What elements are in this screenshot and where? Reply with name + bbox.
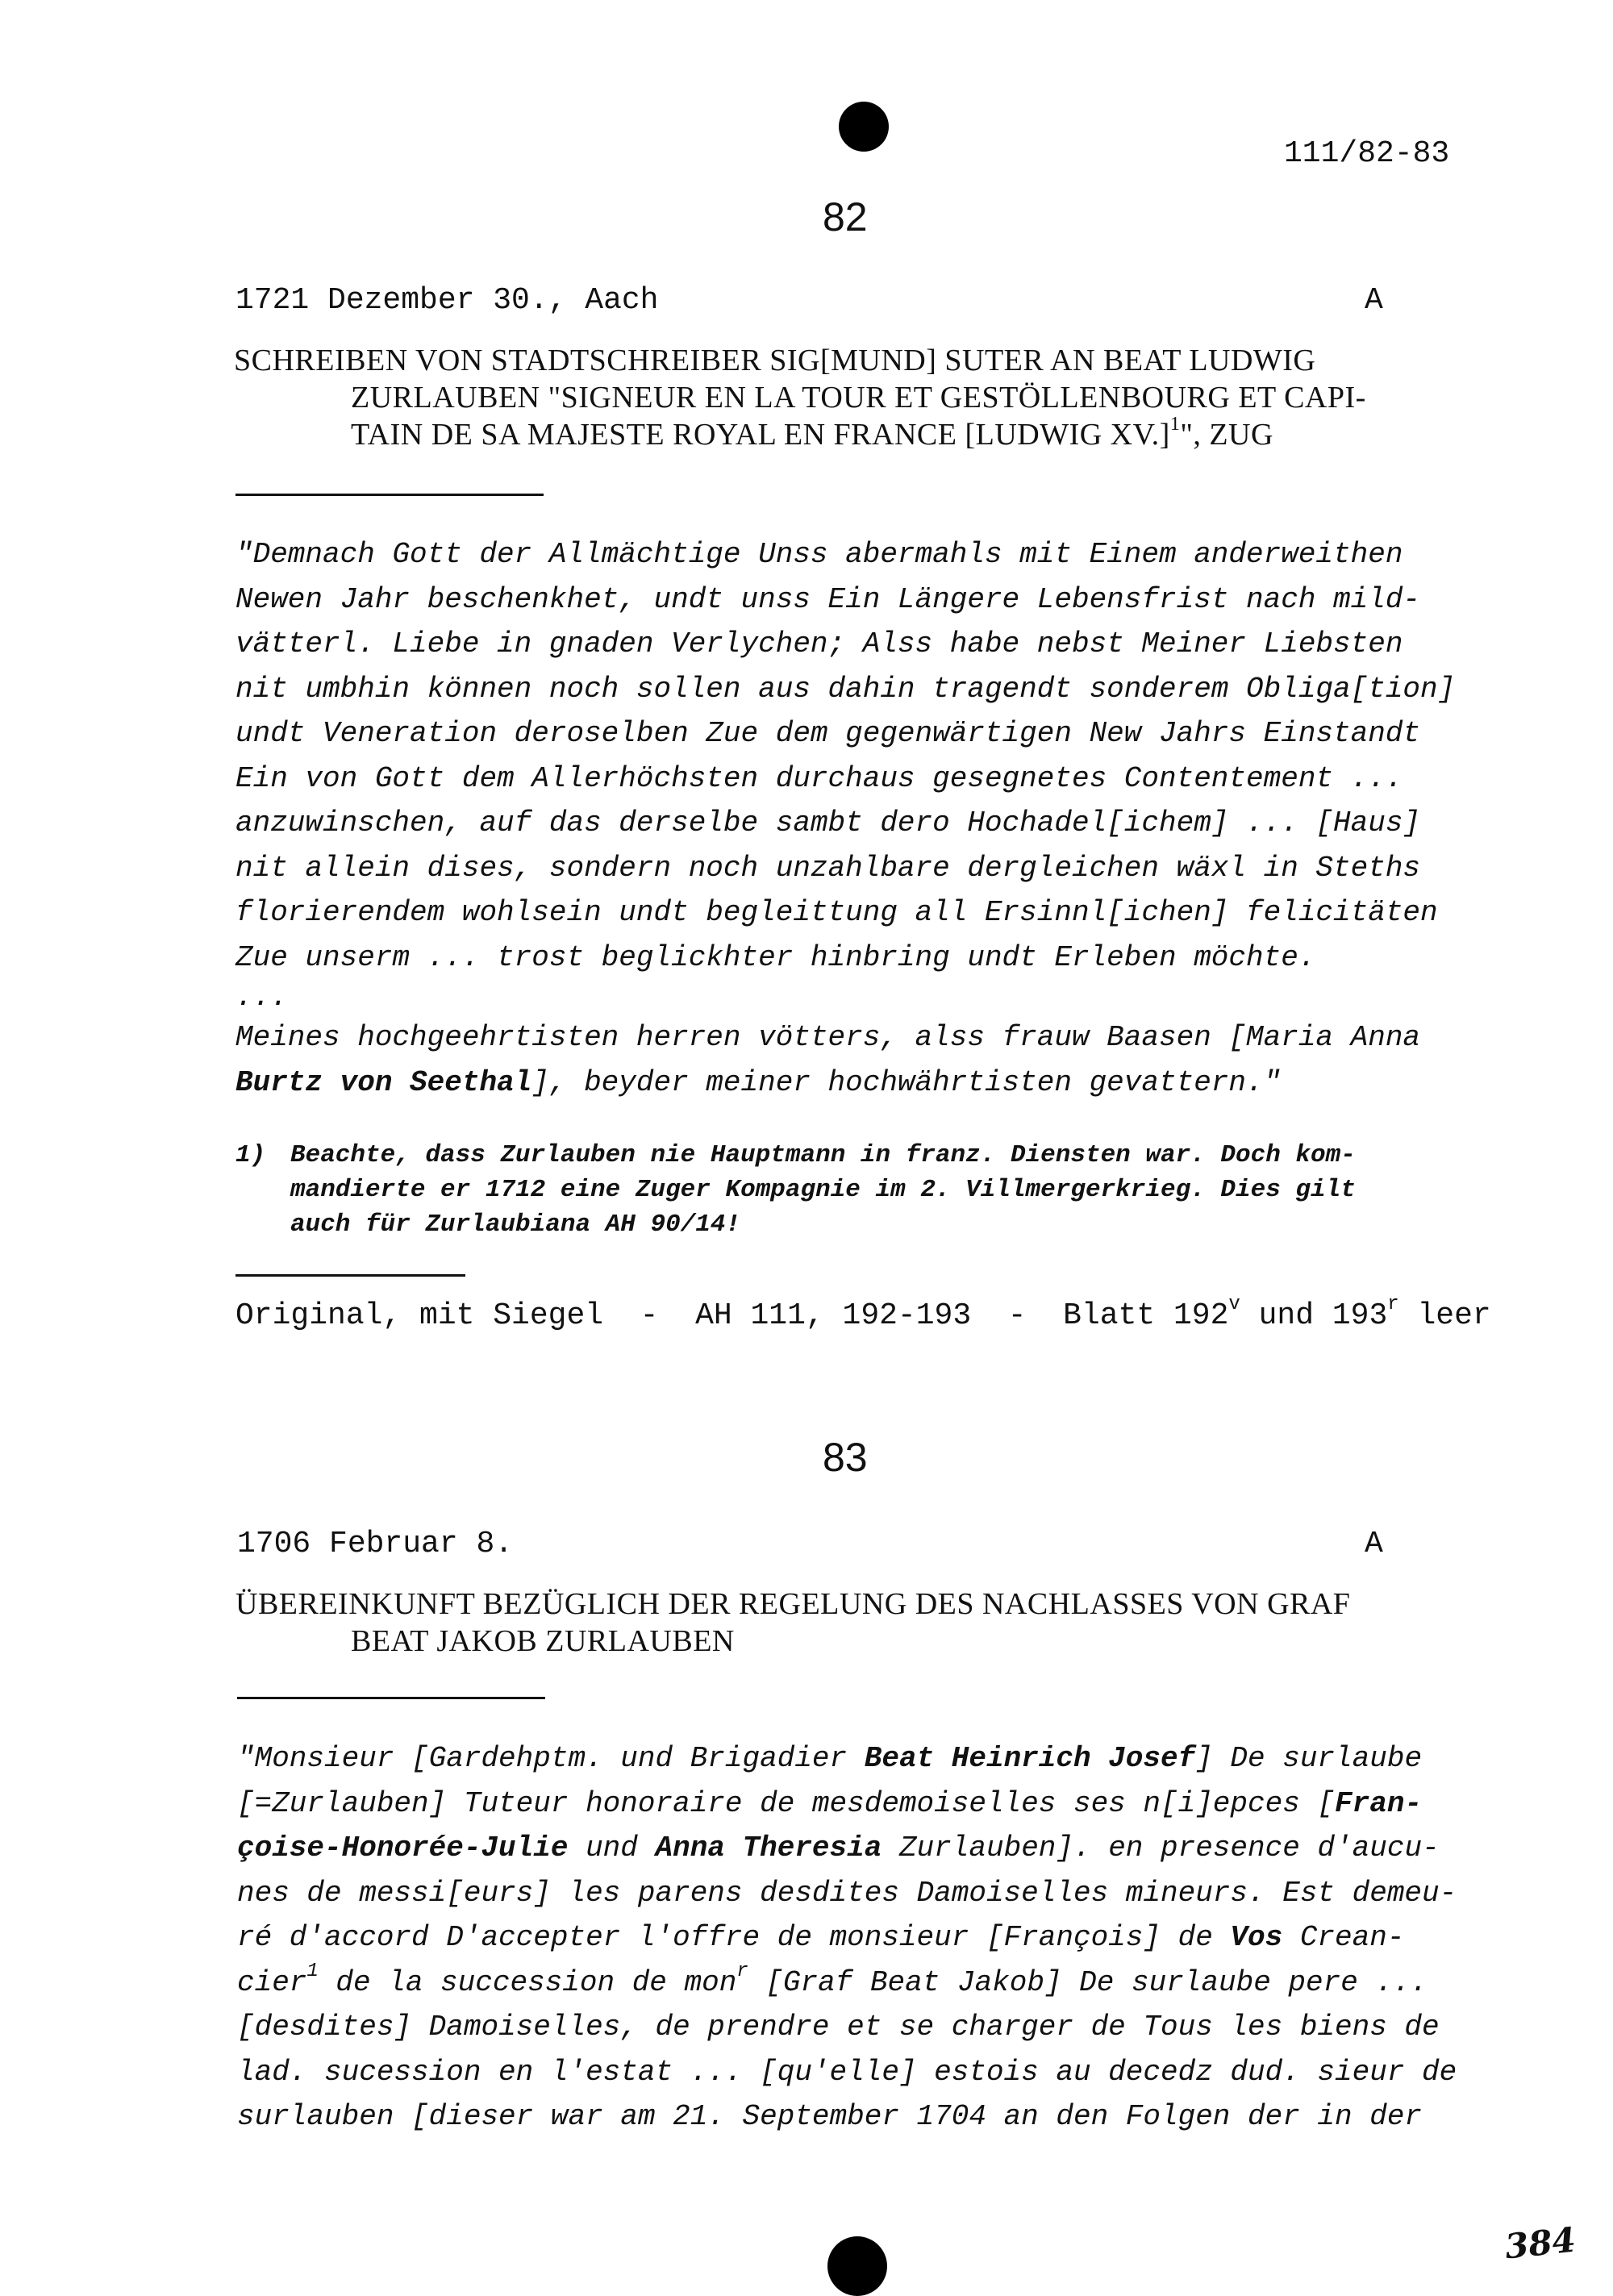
document-number-82: 82 [823,194,868,240]
doc82-title-line1: SCHREIBEN VON STADTSCHREIBER SIG[MUND] SUTER AN BEAT LUDWIG [234,344,1316,377]
quote-line: [desdites] Damoiselles, de prendre et se charger de Tous les biens de [237,2011,1440,2044]
binding-hole-top [839,102,889,152]
doc82-footnote [235,1138,1461,1242]
archive-reference: 111/82-83 [1284,136,1450,171]
quote-ellipsis: ... [235,981,288,1014]
quote-line: çoise-Honorée-Julie und Anna Theresia Zurlauben]. en presence d'aucu- [237,1831,1440,1865]
quote-line: [=Zurlauben] Tuteur honoraire de mesdemoiselles ses n[i]epces [Fran- [237,1786,1423,1820]
quote-line: ré d'accord D'accepter l'offre de monsieur [François] de Vos Crean- [237,1921,1405,1954]
binding-hole-bottom [827,2236,887,2296]
footnote-line: Beachte, dass Zurlauben nie Hauptmann in franz. Diensten war. Doch kom- [290,1141,1356,1169]
doc83-title-rule [237,1697,545,1699]
doc83-title-line1: ÜBEREINKUNFT BEZÜGLICH DER REGELUNG DES NACHLASSES VON GRAF [235,1587,1351,1621]
document-number-83: 83 [823,1435,868,1480]
doc82-title-rule [235,494,544,496]
doc83-quote [237,1736,1463,2140]
quote-line: surlauben [dieser war am 21. September 1704 an den Folgen der in der [237,2100,1423,2133]
footnote-line: mandierte er 1712 eine Zuger Kompagnie im 2. Villmergerkrieg. Dies gilt [290,1176,1356,1204]
doc83-title [235,1586,1445,1660]
quote-line: anzuwinschen, auf das derselbe sambt dero Hochadel[ichem] ... [Haus] [235,806,1421,840]
quote-line: nit umbhin können noch sollen aus dahin tragendt sonderem Obliga[tion] [235,672,1456,706]
quote-line: cier$^1$ de la succession de mon$^r$ [Graf Beat Jakob] De surlaube pere ... [237,1960,1428,1999]
footnote-line: auch für Zurlaubiana AH 90/14! [290,1211,741,1239]
doc83-date: 1706 Februar 8. [237,1527,514,1561]
quote-line: Newen Jahr beschenkhet, undt unss Ein Längere Lebensfrist nach mild- [235,582,1421,616]
quote-line: "Demnach Gott der Allmächtige Unss abermahls mit Einem anderweithen [235,538,1403,571]
doc82-date-place: 1721 Dezember 30., Aach [235,283,659,318]
doc82-title-line3: TAIN DE SA MAJESTE ROYAL EN FRANCE [LUDWIG XV.]$^1$", ZUG [351,414,1273,452]
doc82-title-line2: ZURLAUBEN "SIGNEUR EN LA TOUR ET GESTÖLLENBOURG ET CAPI- [351,381,1366,415]
quote-line: Meines hochgeehrtisten herren vötters, alss frauw Baasen [Maria Anna [235,1021,1421,1054]
quote-line: "Monsieur [Gardehptm. und Brigadier Beat Heinrich Josef] De surlaube [237,1742,1423,1775]
doc82-source-line: Original, mit Siegel - AH 111, 192-193 - Blatt 192$^v$ und 193$^r$ leer [235,1294,1491,1333]
quote-line: lad. sucession en l'estat ... [qu'elle] estois au decedz dud. sieur de [237,2055,1457,2089]
quote-line: Burtz von Seethal], beyder meiner hochwährtisten gevattern." [235,1065,1282,1099]
footnote-marker: 1) [235,1141,266,1169]
doc82-source-rule [235,1274,465,1277]
doc83-title-line2: BEAT JAKOB ZURLAUBEN [351,1624,735,1658]
doc82-quote [235,532,1461,1105]
doc83-type-letter: A [1365,1527,1383,1561]
handwritten-page-mark: 384 [1503,2219,1578,2267]
quote-line: Zue unserm ... trost beglickhter hinbring undt Erleben möchte. [235,940,1316,974]
quote-line: nit allein dises, sondern noch unzahlbare dergleichen wäxl in Steths [235,851,1421,885]
doc82-title [234,342,1444,453]
quote-line: undt Veneration deroselben Zue dem gegenwärtigen New Jahrs Einstandt [235,717,1421,750]
quote-line: Ein von Gott dem Allerhöchsten durchaus gesegnetes Contentement ... [235,761,1403,795]
quote-line: florierendem wohlsein undt begleittung all Ersinnl[ichen] felicitäten [235,896,1438,929]
doc82-type-letter: A [1365,283,1383,318]
quote-line: vätterl. Liebe in gnaden Verlychen; Alss habe nebst Meiner Liebsten [235,627,1403,660]
quote-line: nes de messi[eurs] les parens desdites Damoiselles mineurs. Est demeu- [237,1876,1457,1910]
